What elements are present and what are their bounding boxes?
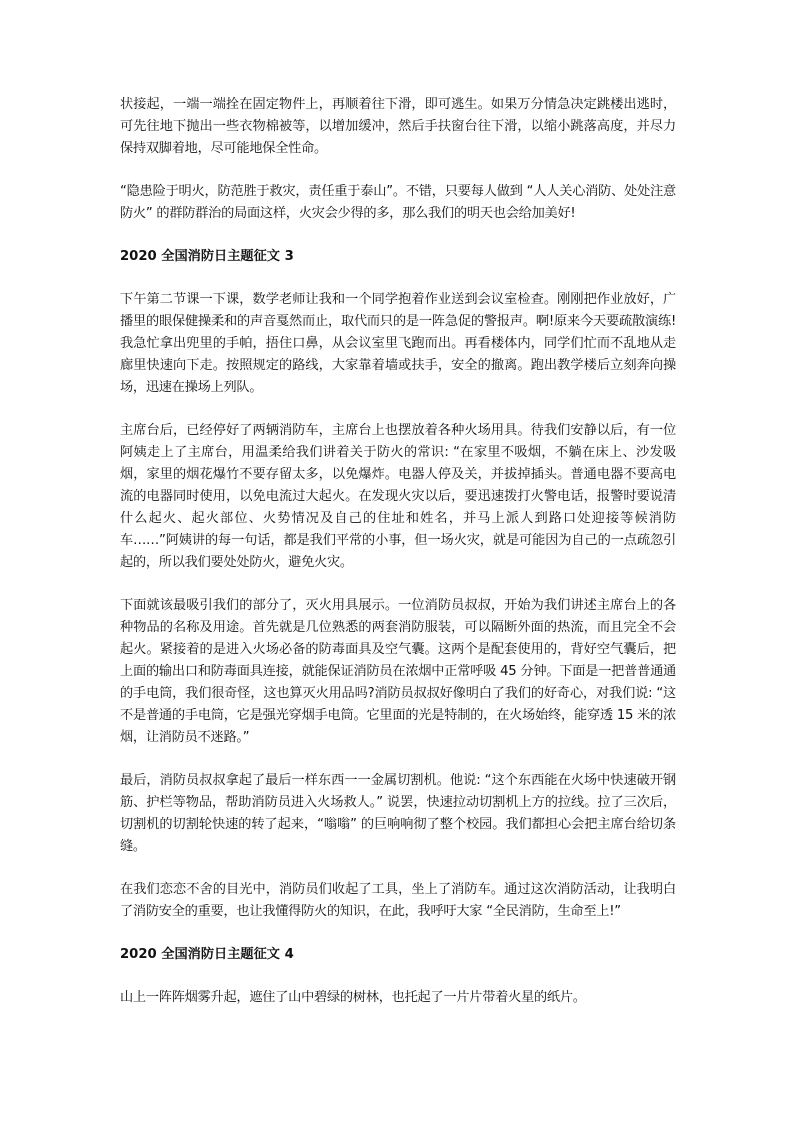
paragraph-safety-slogan: “隐患险于明火，防范胜于救灾，责任重于泰山”。不错，只要每人做到 “人人关心消防、处处注意防火” 的群防群治的局面这样，火灾会少得的多，那么我们的明天也会给加美好! — [120, 184, 676, 221]
paragraph-conclusion: 在我们恋恋不舍的目光中，消防员们收起了工具，坐上了消防车。通过这次消防活动，让我明白了消防安全的重要，也让我懂得防火的知识，在此，我呼吁大家 “全民消防，生命至上!” — [120, 882, 676, 919]
paragraph-evacuation-drill: 下午第二节课一下课，数学老师让我和一个同学抱着作业送到会议室检查。刚刚把作业放好，广播里的眼保健操柔和的声音戛然而止，取代而只的是一阵急促的警报声。啊!原来今天要疏散演练!我急忙拿出兜里的手帕，捂住口鼻，从会议室里飞跑而出。再看楼体内，同学们忙而不乱地从走廊里快速向下走。按照规定的路线，大家靠着墙或扶手，安全的撤离。跑出教学楼后立刻奔向操场，迅速在操场上列队。 — [120, 292, 676, 395]
document-page — [120, 94, 676, 1030]
paragraph-equipment-display: 下面就该最吸引我们的部分了，灭火用具展示。一位消防员叔叔，开始为我们讲述主席台上的各种物品的名称及用途。首先就是几位熟悉的两套消防服装，可以隔断外面的热流，而且完全不会起火。紧接着的是进入火场必备的防毒面具及空气囊。这两个是配套使用的，背好空气囊后，把上面的输出口和防毒面具连接，就能保证消防员在浓烟中正常呼吸 45 分钟。下面是一把普普通通的手电筒，我们很奇怪，这也算灭火用品吗?消防员叔叔好像明白了我们的好奇心，对我们说: “这不是普通的手电筒，它是强光穿烟手电筒。它里面的光是特制的，在火场始终，能穿透 15 米的浓烟，让消防员不迷路。” — [120, 598, 676, 745]
paragraph-smoke-scene: 山上一阵阵烟雾升起，遮住了山中碧绿的树林，也托起了一片片带着火星的纸片。 — [120, 990, 586, 1005]
paragraph-escape-advice: 状接起，一端一端拴在固定物件上，再顺着往下滑，即可逃生。如果万分情急决定跳楼出逃时，可先往地下抛出一些衣物棉被等，以增加缓冲，然后手扶窗台往下滑，以缩小跳落高度，并尽力保持双脚着地，尽可能地保全性命。 — [120, 97, 676, 156]
paragraph-cutting-machine: 最后，消防员叔叔拿起了最后一样东西一一金属切割机。他说: “这个东西能在火场中快速破开钢筋、护栏等物品，帮助消防员进入火场救人。” 说罢，快速拉动切割机上方的拉线。拉了三次后，切割机的切割轮快速的转了起来，“嗡嗡” 的巨响响彻了整个校园。我们都担心会把主席台给切条缝。 — [120, 773, 676, 854]
paragraph-fire-safety-talk: 主席台后，已经停好了两辆消防车，主席台上也摆放着各种火场用具。待我们安静以后，有一位阿姨走上了主席台，用温柔给我们讲着关于防火的常识: “在家里不吸烟，不躺在床上、沙发吸烟，家里的烟花爆竹不要存留太多，以免爆炸。电器人停及关，并拔掉插头。普通电器不要高电流的电器同时使用，以免电流过大起火。在发现火灾以后，要迅速拨打火警电话，报警时要说清什么起火、起火部位、火势情况及自己的住址和姓名，并马上派人到路口处迎接等候消防车……”阿姨讲的每一句话，都是我们平常的小事，但一场火灾，就是可能因为自己的一点疏忽引起的，所以我们要处处防火，避免火灾。 — [120, 423, 676, 570]
section-heading-essay-4: 2020 全国消防日主题征文 4 — [120, 947, 294, 962]
section-heading-essay-3: 2020 全国消防日主题征文 3 — [120, 249, 294, 264]
